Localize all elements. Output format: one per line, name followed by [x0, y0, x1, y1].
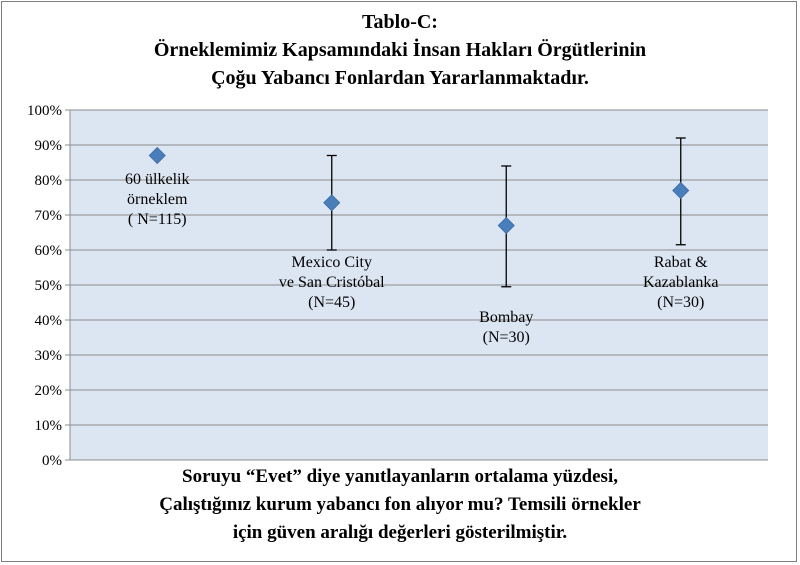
- y-tick-label: 90%: [34, 138, 62, 154]
- data-point-label: 60 ülkelik: [125, 171, 190, 188]
- y-tick-label: 100%: [27, 103, 62, 119]
- chart-title-line-3: Çoğu Yabancı Fonlardan Yararlanmaktadır.: [211, 67, 589, 89]
- data-point-label: (N=30): [482, 329, 530, 346]
- data-point-label: Rabat &: [653, 254, 708, 271]
- data-point-label: Kazablanka: [642, 274, 719, 291]
- y-tick-label: 30%: [34, 348, 62, 364]
- data-point-label: ve San Cristóbal: [278, 274, 385, 291]
- y-tick-label: 50%: [34, 278, 62, 294]
- chart-caption-line-2: Çalıştığınız kurum yabancı fon alıyor mu? Temsili örnekler: [159, 494, 641, 515]
- y-tick-label: 40%: [34, 313, 62, 329]
- chart-title-line-1: Tablo-C:: [362, 11, 438, 33]
- data-point-label: ( N=115): [127, 211, 187, 228]
- chart-caption-line-3: için güven aralığı değerleri gösterilmiştir.: [232, 522, 568, 543]
- data-point-label: Mexico City: [291, 254, 372, 271]
- y-tick-label: 20%: [34, 383, 62, 399]
- data-point-label: (N=30): [657, 294, 705, 311]
- y-tick-label: 0%: [42, 453, 62, 469]
- y-tick-label: 10%: [34, 418, 62, 434]
- chart-caption-line-1: Soruyu “Evet” diye yanıtlayanların ortalama yüzdesi,: [182, 466, 618, 487]
- chart-title-line-2: Örneklemimiz Kapsamındaki İnsan Hakları Örgütlerinin: [153, 39, 647, 61]
- y-tick-label: 60%: [34, 243, 62, 259]
- data-point-label: örneklem: [127, 191, 188, 208]
- y-tick-label: 80%: [34, 173, 62, 189]
- data-point-label: (N=45): [308, 294, 356, 311]
- y-tick-label: 70%: [34, 208, 62, 224]
- data-point-label: Bombay: [479, 309, 534, 326]
